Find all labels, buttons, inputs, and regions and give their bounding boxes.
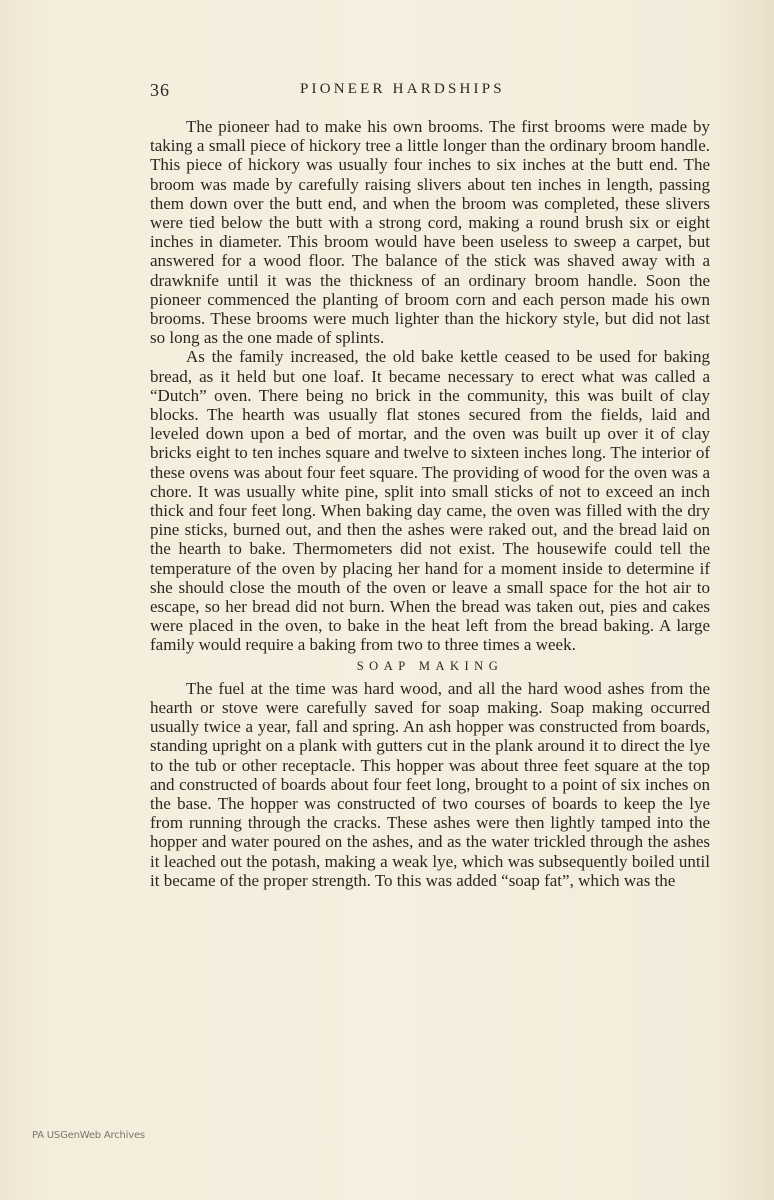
section-heading: SOAP MAKING xyxy=(356,658,504,673)
paragraph-brooms: The pioneer had to make his own brooms. The first brooms were made by taking a small piece of hickory tree a little longer than the ordinary broom handle. This piece of hickory was usually four inches to six inches at the butt end. The broom was made by carefully raising slivers about ten inches in length, passing them down over the butt end, and when the broom was completed, these slivers were tied below the butt with a strong cord, making a round brush six or eight inches in diameter. This broom would have been useless to sweep a carpet, but answered for a wood floor. The balance of the stick was shaved away with a drawknife until it was the thickness of an ordinary broom handle. Soon the pioneer commenced the planting of broom corn and each person made his own brooms. These brooms were much lighter than the hickory style, but did not last so long as the one made of splints. xyxy=(150,117,710,348)
running-head: PIONEER HARDSHIPS xyxy=(300,81,505,97)
archive-watermark: PA USGenWeb Archives xyxy=(32,1130,145,1141)
body-text xyxy=(150,117,710,890)
page-header xyxy=(150,80,710,104)
paragraph-dutch-oven: As the family increased, the old bake kettle ceased to be used for baking bread, as it held but one loaf. It became necessary to erect what was called a “Dutch” oven. There being no brick in the community, this was built of clay blocks. The hearth was usually flat stones secured from the fields, laid and leveled down upon a bed of mortar, and the oven was built up over it of clay bricks eight to ten inches square and twelve to sixteen inches long. The interior of these ovens was about four feet square. The providing of wood for the oven was a chore. It was usually white pine, split into small sticks of not to exceed an inch thick and four feet long. When baking day came, the oven was filled with the dry pine sticks, burned out, and then the ashes were raked out, and the bread laid on the hearth to bake. Thermometers did not exist. The housewife could tell the temperature of the oven by placing her hand for a moment inside to determine if she should close the mouth of the oven or leave a small space for the hot air to escape, so her bread did not burn. When the bread was taken out, pies and cakes were placed in the oven, to bake in the heat left from the bread baking. A large family would require a baking from two to three times a week. xyxy=(150,347,710,655)
page-number: 36 xyxy=(150,80,170,100)
paragraph-soap-making: The fuel at the time was hard wood, and all the hard wood ashes from the hearth or stove were carefully saved for soap making. Soap making occurred usually twice a year, fall and spring. An ash hopper was constructed from boards, standing upright on a plank with gutters cut in the plank around it to direct the lye to the tub or other receptacle. This hopper was about three feet square at the top and constructed of boards about four feet long, brought to a point of six inches on the base. The hopper was constructed of two courses of boards to keep the lye from running through the cracks. These ashes were then lightly tamped into the hopper and water poured on the ashes, and as the water trickled through the ashes it leached out the potash, making a weak lye, which was subsequently boiled until it became of the proper strength. To this was added “soap fat”, which was the xyxy=(150,678,710,890)
